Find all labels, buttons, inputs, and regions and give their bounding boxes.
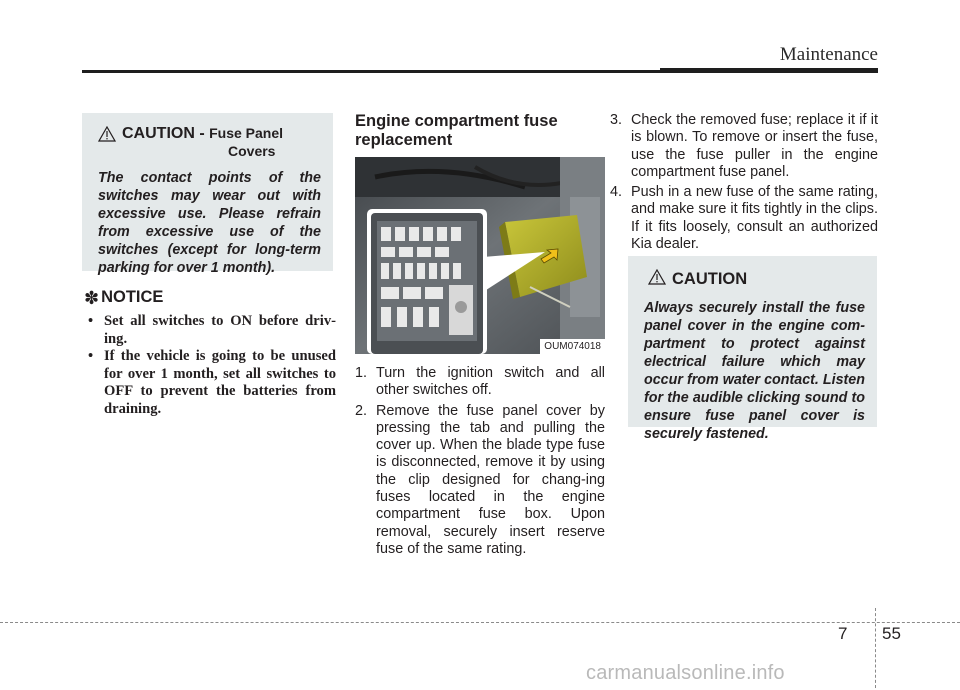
notice-heading [84,288,336,307]
notice-title: NOTICE [101,288,164,306]
step-text: Check the removed fuse; replace it if it is blown. To remove or insert the fuse, use the fuse puller in the engine compartment fuse panel. [631,112,878,180]
step-number: 2. [355,402,368,419]
caution-label: CAUTION [672,270,748,288]
header-rule [82,70,878,73]
figure-code: OUM074018 [540,339,605,354]
caution-body: Always securely install the fuse panel cover in the engine com-partment to protect against electrical failure which may occur from water contact. Listen for the audible clicking sound to ensure fuse panel cover is securely fastened. [644,300,865,442]
caution-panel-cover [628,256,877,442]
caution-subject-line2: Covers [228,143,276,159]
caution-heading [98,125,321,159]
notice-item: • Set all switches to ON before driv-ing. [84,313,336,348]
warning-triangle-icon [648,269,666,285]
caution-heading [648,268,865,289]
footer-rule [0,622,960,623]
steps-list-continued [610,112,878,256]
engine-fuse-box-photo [355,157,605,354]
caution-body: The contact points of the switches may wear out with excessive use. Please refrain from excessive use of the switches (except for long-term parking for over 1 month). [98,170,321,276]
step-text: Turn the ignition switch and all other switches off. [376,365,605,399]
chapter-number: 7 [838,624,848,643]
steps-list [355,365,605,561]
step-text: Remove the fuse panel cover by pressing the tab and pulling the cover up. When the blade type fuse is disconnected, remove it by using the clip designed for chang-ing fuses located in the engine compartment fuse box. Upon removal, securely insert reserve fuse of the same rating. [376,402,605,557]
notice-item: • If the vehicle is going to be unused for over 1 month, set all switches to OFF to prevent the batteries from draining. [84,348,336,418]
fuse-box-illustration [355,157,605,354]
step-item [355,365,605,400]
step-item [610,184,878,253]
warning-triangle-icon [98,126,116,142]
notice-list [84,313,336,418]
page-number: 55 [882,624,901,643]
step-item [355,403,605,559]
notice-asterisk-icon: ✽ [84,287,100,308]
step-item [610,112,878,181]
footer-divider [875,608,876,688]
section-title: Engine compartment fuse replacement [355,112,558,149]
watermark: carmanualsonline.info [586,662,785,684]
running-header: Maintenance [779,44,878,65]
caution-fuse-panel-covers [82,113,333,276]
caution-label: CAUTION - [122,125,205,142]
caution-subject-line1: Fuse Panel [209,125,284,141]
notice-block [84,288,336,418]
step-text: Push in a new fuse of the same rating, and make sure it fits tightly in the clips. If it fits loosely, consult an authorized Kia dealer. [631,184,878,253]
step-number: 3. [610,112,623,128]
step-number: 1. [355,365,368,381]
step-number: 4. [610,184,623,201]
